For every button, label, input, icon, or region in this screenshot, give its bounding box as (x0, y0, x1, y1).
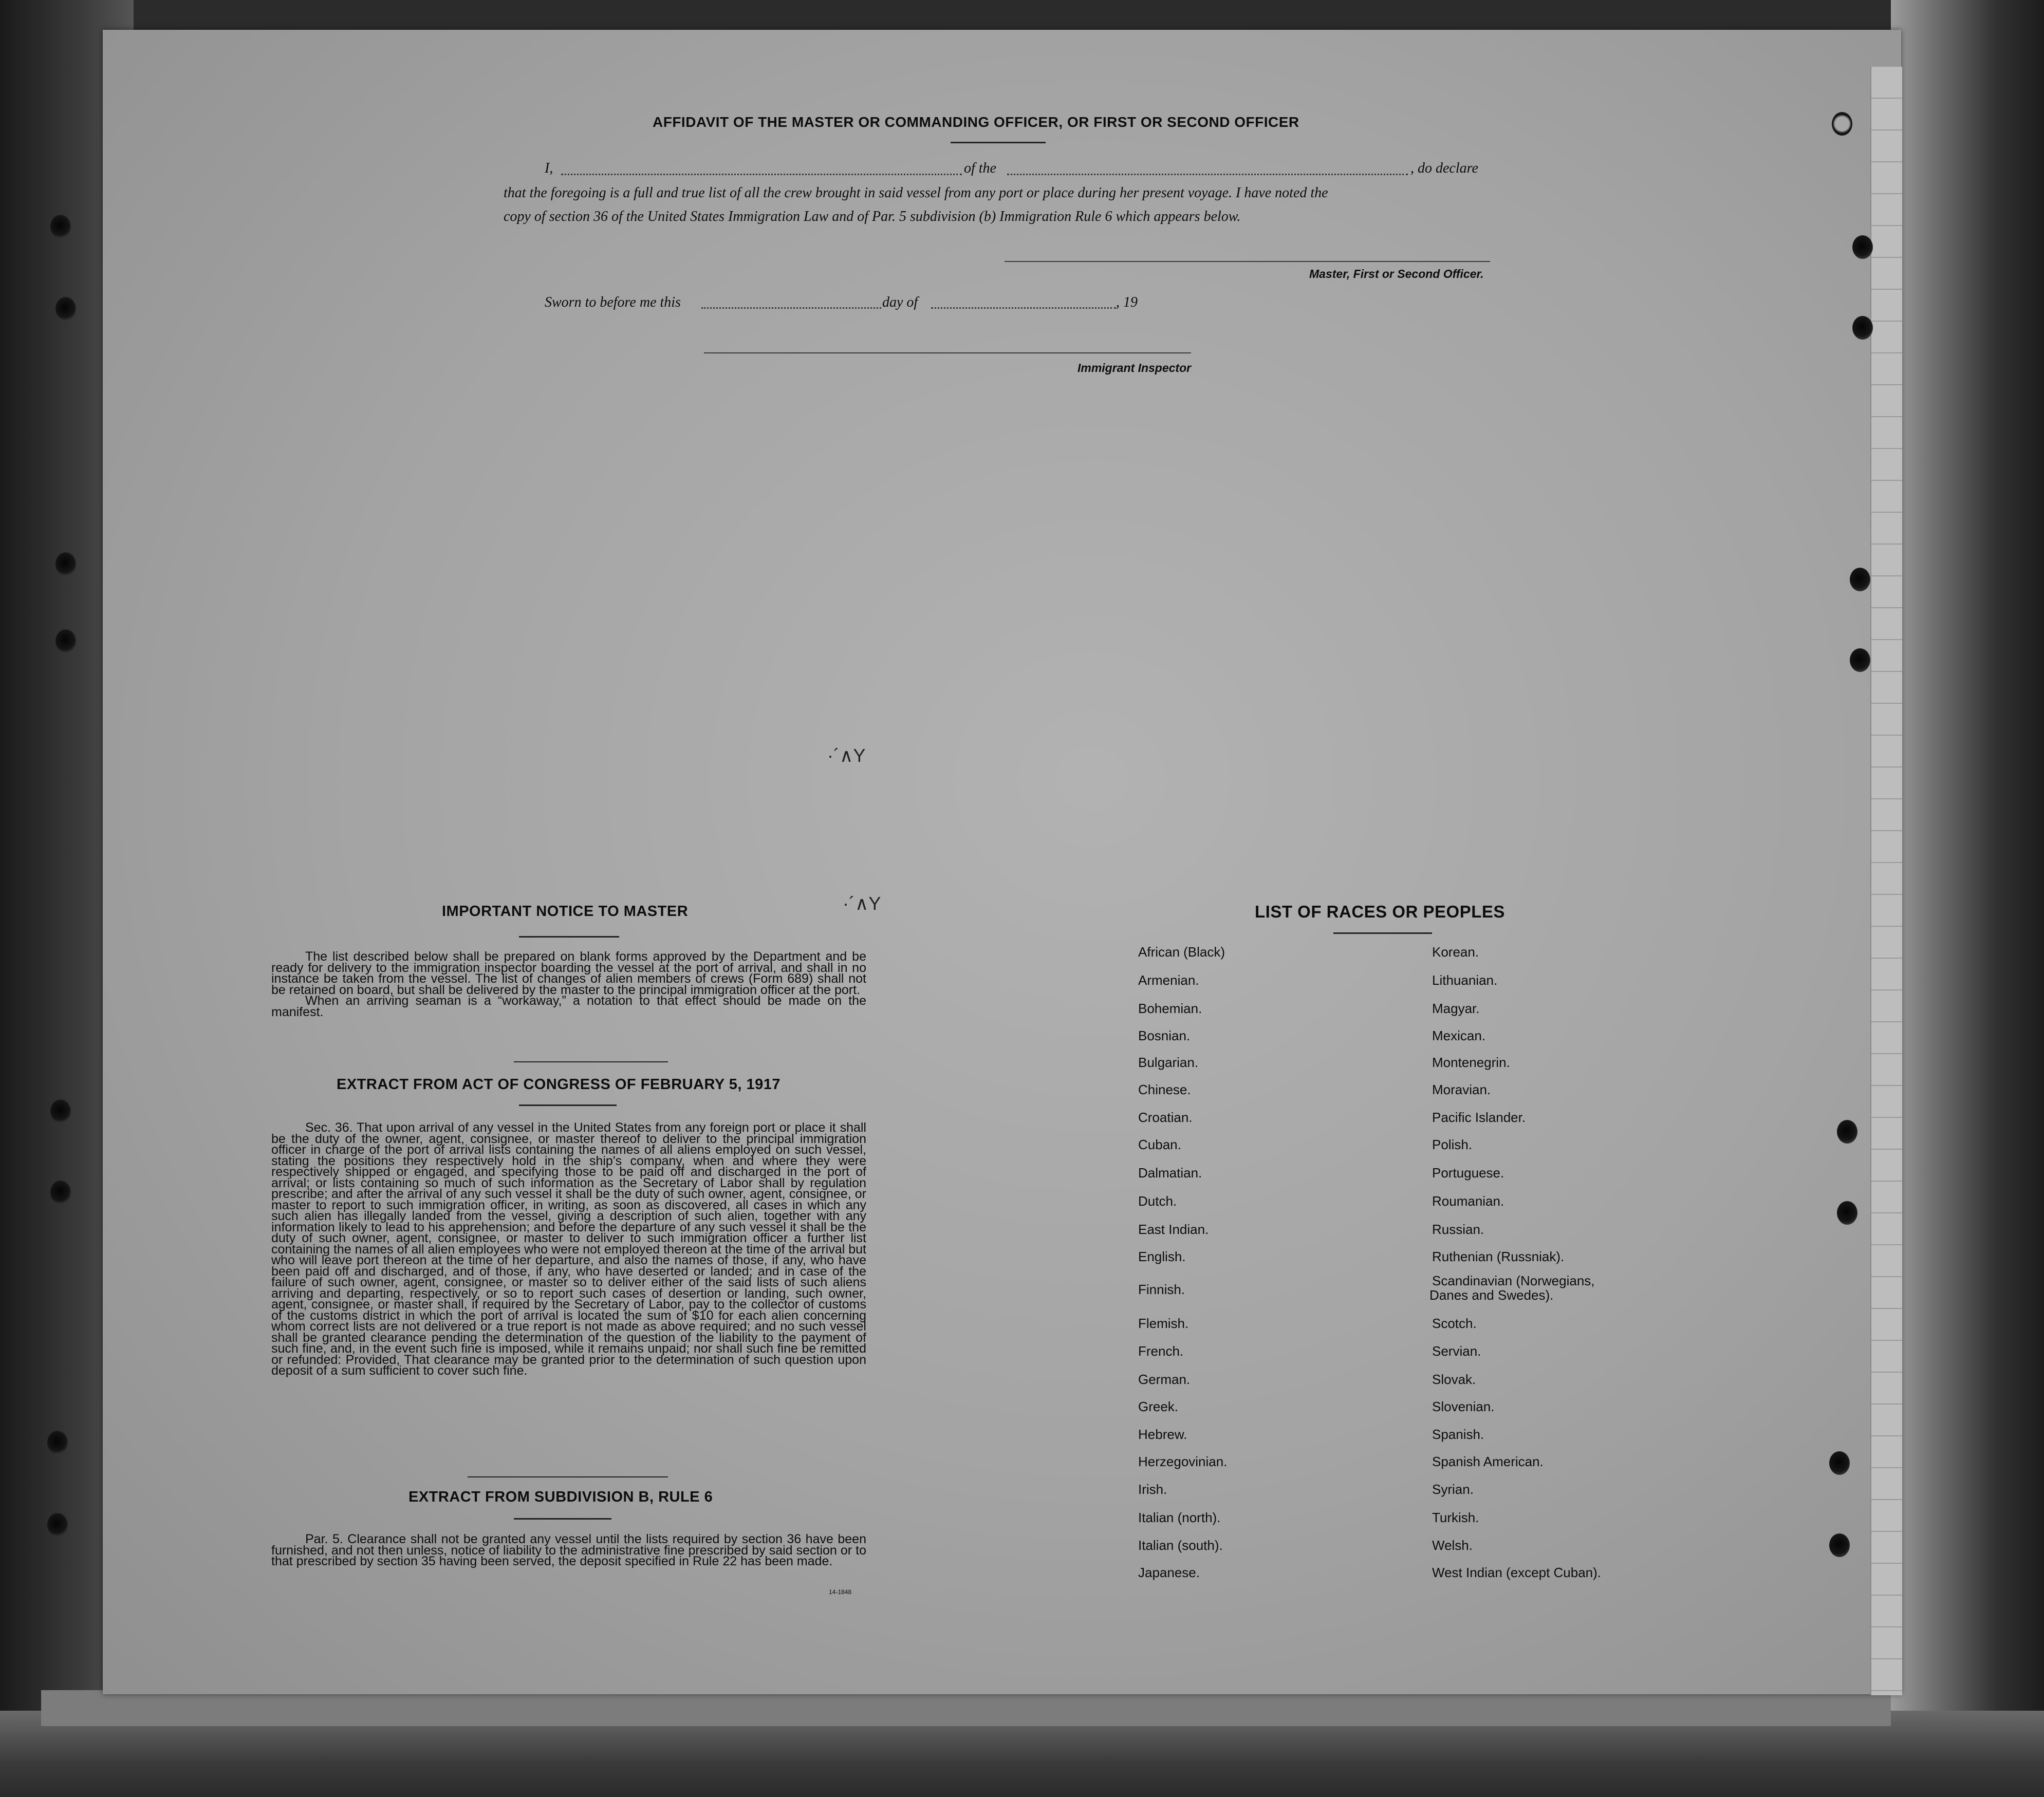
binder-hole-icon (1850, 568, 1870, 591)
race-item: Slovak. (1432, 1372, 1476, 1387)
race-item: Italian (north). (1138, 1510, 1221, 1525)
race-item: Ruthenian (Russniak). (1432, 1249, 1565, 1264)
affidavit-declare-label: , do declare (1410, 160, 1478, 176)
race-item: Flemish. (1138, 1316, 1189, 1331)
document-page (103, 30, 1901, 1694)
affidavit-title: AFFIDAVIT OF THE MASTER OR COMMANDING OFFICER, OR FIRST OR SECOND OFFICER (653, 114, 1299, 130)
race-item: Spanish. (1432, 1427, 1484, 1442)
race-item: Turkish. (1432, 1510, 1479, 1525)
affidavit-i-label: I, (545, 160, 553, 176)
master-signature-field[interactable] (1005, 261, 1490, 262)
rule-par-5-text: Par. 5. Clearance shall not be granted any vessel until the lists required by section 36 have been furnished, and not then unless, notice of liability to the administrative fine prescribed by said section or to that prescribed by section 35 having been served, the deposit specified in Rule 22 has been made. (271, 1532, 866, 1568)
sworn-day-of-label: day of (882, 294, 918, 310)
affidavit-of-the-label: of the (964, 160, 996, 176)
sworn-month-field[interactable] (931, 307, 1116, 309)
binder-hole-icon (1852, 316, 1873, 340)
race-item: Moravian. (1432, 1082, 1491, 1097)
race-item: Magyar. (1432, 1001, 1480, 1016)
affidavit-name-field[interactable] (561, 174, 962, 175)
race-item: Greek. (1138, 1399, 1179, 1414)
scan-right-edge (1891, 0, 2044, 1797)
affidavit-title-rule (951, 142, 1046, 143)
race-item: Croatian. (1138, 1110, 1193, 1125)
race-item: Bulgarian. (1138, 1055, 1199, 1070)
race-item: Japanese. (1138, 1565, 1200, 1580)
races-title: LIST OF RACES OR PEOPLES (1255, 902, 1505, 921)
notice-paragraph-1: The list described below shall be prepared on blank forms approved by the Department and be ready for delivery to the immigration inspector boarding the vessel at the port of arrival, and shall in no instance be taken from the vessel. The list of changes of alien members of crews (Form 689) shall not be retained on board, but shall be delivered by the master to the principal immigration officer at the port. (271, 949, 866, 997)
extract-act-title: EXTRACT FROM ACT OF CONGRESS OF FEBRUARY 5, 1917 (337, 1076, 781, 1093)
race-item: Irish. (1138, 1482, 1167, 1497)
race-item: Russian. (1432, 1222, 1484, 1237)
handwritten-mark: ·´∧Y (827, 745, 866, 766)
binder-hole-icon (50, 215, 71, 238)
race-item: Roumanian. (1432, 1193, 1504, 1209)
binder-hole-icon (1852, 235, 1873, 259)
race-item: Montenegrin. (1432, 1055, 1510, 1070)
race-item: Italian (south). (1138, 1538, 1223, 1553)
race-item: West Indian (except Cuban). (1432, 1565, 1602, 1580)
inspector-signature-label: Immigrant Inspector (1077, 361, 1192, 375)
race-item: Portuguese. (1432, 1165, 1504, 1181)
notice-title: IMPORTANT NOTICE TO MASTER (442, 903, 689, 920)
race-item: Polish. (1432, 1137, 1473, 1152)
binder-hole-icon (1829, 1533, 1850, 1557)
sworn-prefix: Sworn to before me this (545, 294, 681, 310)
extract-rule-title: EXTRACT FROM SUBDIVISION B, RULE 6 (408, 1489, 713, 1505)
race-item: Spanish American. (1432, 1454, 1544, 1469)
binder-hole-icon (1850, 648, 1870, 672)
notice-body (271, 951, 866, 1018)
race-item: Dutch. (1138, 1193, 1177, 1209)
race-item: Scandinavian (Norwegians, (1432, 1273, 1595, 1288)
binder-hole-icon (47, 1513, 68, 1537)
binder-hole-icon (55, 297, 76, 321)
race-item: Welsh. (1432, 1538, 1473, 1553)
binder-hole-icon (47, 1431, 68, 1454)
binder-hole-icon (50, 1099, 71, 1123)
right-binding-tab (1870, 67, 1902, 1695)
race-item: Servian. (1432, 1343, 1481, 1359)
race-item: Herzegovinian. (1138, 1454, 1228, 1469)
race-item: German. (1138, 1372, 1191, 1387)
binder-hole-icon (55, 629, 76, 653)
form-number: 14-1848 (829, 1588, 852, 1596)
notice-title-rule (519, 936, 619, 938)
race-item: Pacific Islander. (1432, 1110, 1526, 1125)
binder-hole-icon (1829, 1451, 1850, 1475)
page-bottom-strip (41, 1690, 1891, 1726)
notice-section-rule (514, 1061, 668, 1062)
handwritten-mark: ·´∧Y (843, 893, 881, 914)
race-item: English. (1138, 1249, 1186, 1264)
extract-act-section-rule (468, 1476, 668, 1477)
race-item: Cuban. (1138, 1137, 1181, 1152)
notice-paragraph-2: When an arriving seaman is a “workaway,” a notation to that effect should be made on the manifest. (271, 994, 866, 1019)
binder-hole-icon (1837, 1201, 1857, 1225)
sworn-year-label: , 19 (1116, 294, 1138, 310)
race-item: Syrian. (1432, 1482, 1474, 1497)
race-item: Slovenian. (1432, 1399, 1495, 1414)
race-item: Scotch. (1432, 1316, 1477, 1331)
race-item: Finnish. (1138, 1282, 1185, 1297)
binder-hole-icon (55, 552, 76, 576)
extract-act-body (271, 1122, 866, 1377)
extract-rule-body (271, 1534, 866, 1567)
inspector-signature-field[interactable] (704, 352, 1191, 353)
sworn-day-field[interactable] (701, 307, 881, 309)
extract-rule-title-rule (514, 1518, 611, 1520)
affidavit-vessel-field[interactable] (1007, 174, 1408, 175)
master-signature-label: Master, First or Second Officer. (1309, 267, 1484, 280)
race-item: Dalmatian. (1138, 1165, 1202, 1181)
extract-act-title-rule (519, 1105, 617, 1106)
affidavit-line-2: that the foregoing is a full and true list of all the crew brought in said vessel from any port or place during her present voyage. I have noted the (504, 185, 1328, 201)
race-item: Armenian. (1138, 972, 1199, 988)
race-item: East Indian. (1138, 1222, 1209, 1237)
race-item: Lithuanian. (1432, 972, 1498, 988)
binder-hole-icon (1837, 1120, 1857, 1144)
races-title-rule (1333, 932, 1432, 934)
race-item: African (Black) (1138, 944, 1225, 960)
race-item: Korean. (1432, 944, 1479, 960)
race-item: Bohemian. (1138, 1001, 1202, 1016)
race-item: French. (1138, 1343, 1184, 1359)
binder-hole-icon (50, 1181, 71, 1204)
binder-hole-icon (1832, 112, 1852, 136)
race-item: Danes and Swedes). (1429, 1287, 1554, 1303)
race-item: Mexican. (1432, 1028, 1486, 1043)
race-item: Bosnian. (1138, 1028, 1191, 1043)
section-36-text: Sec. 36. That upon arrival of any vessel in the United States from any foreign port or place it shall be the duty of the owner, agent, consignee, or master thereof to deliver to the principal immigration officer in charge of the port of arrival lists containing the names of all aliens employed on such vessel, stating the positions they respectively hold in the ship's company, when and where they were respectively shipped or engaged, and specifying those to be paid off and discharged in the port of arrival; or lists containing so much of such information as the Secretary of Labor shall by regulation prescribe; and after the arrival of any such vessel it shall be the duty of such owner, agent, consignee, or master to report to such immigration officer, in writing, as soon as discovered, all cases in which any such alien has illegally landed from the vessel, giving a description of such alien, together with any information likely to lead to his apprehension; and before the departure of any such vessel it shall be the duty of such owner, agent, consignee, or master to deliver to such immigration officer a further list containing the names of all alien employees who were not employed thereon at the time of the arrival but who will leave port thereon at the time of her departure, and also the names of those, if any, who have been paid off and discharged, and of those, if any, who have deserted or landed; and in case of the failure of such owner, agent, consignee, or master so to deliver either of the said lists of such aliens arriving and departing, respectively, or so to report such cases of desertion or landing, such owner, agent, consignee, or master shall, if required by the Secretary of Labor, pay to the collector of customs of the customs district in which the port of arrival is located the sum of $10 for each alien concerning whom correct lists are not delivered or a true report is not made as above required; and no such vessel shall be granted clearance pending the determination of the question of the liability to the payment of such fine, and, in the event such fine is imposed, while it remains unpaid; nor shall such fine be remitted or refunded: Provided, That clearance may be granted prior to the determination of such question upon deposit of a sum sufficient to cover such fine. (271, 1120, 866, 1378)
race-item: Chinese. (1138, 1082, 1191, 1097)
race-item: Hebrew. (1138, 1427, 1187, 1442)
affidavit-line-3: copy of section 36 of the United States Immigration Law and of Par. 5 subdivision (b) Immigration Rule 6 which appears below. (504, 209, 1241, 224)
